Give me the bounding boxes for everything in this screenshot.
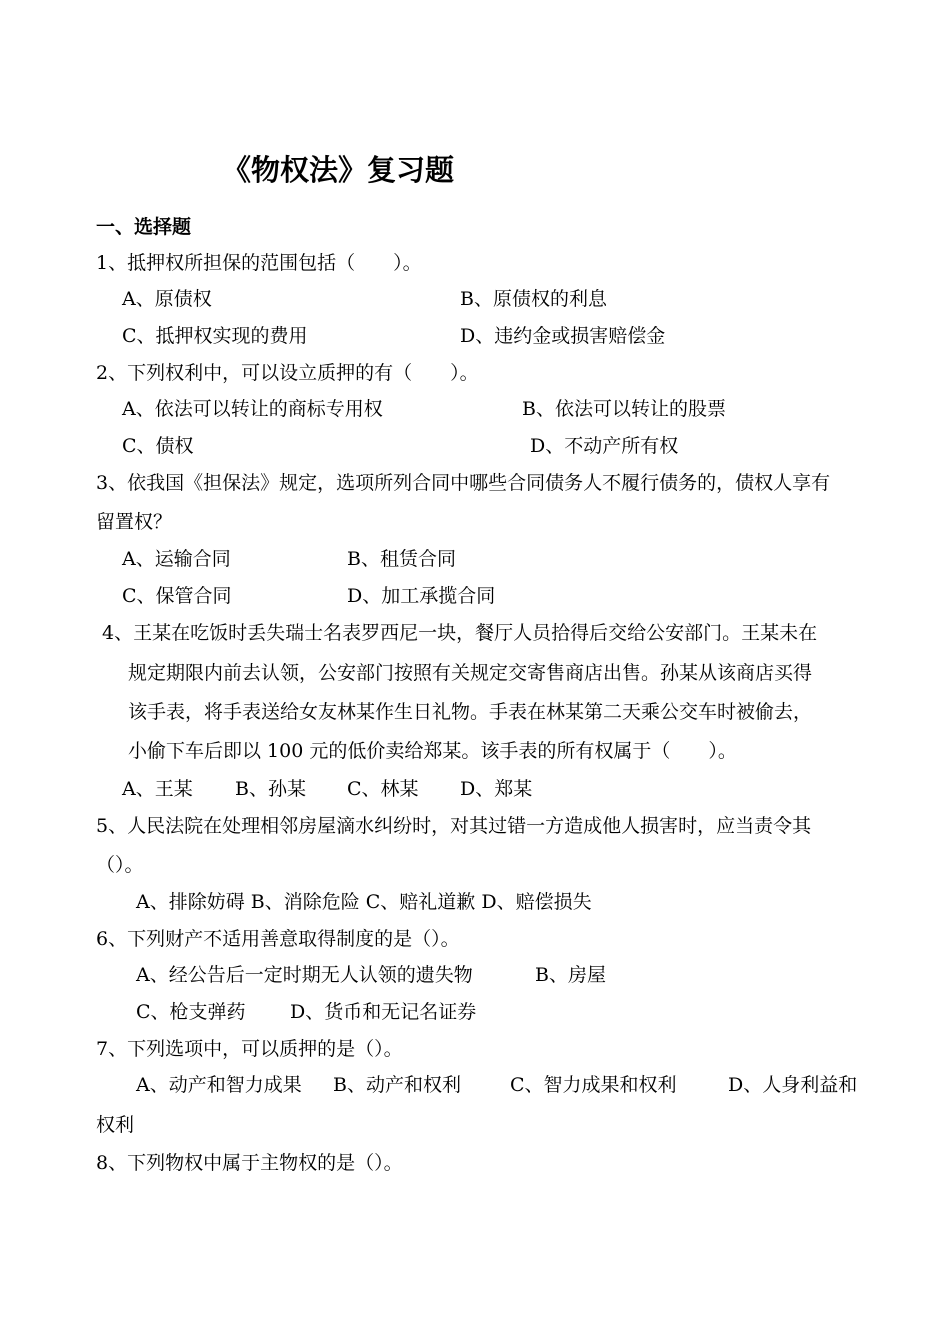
question-6-option-a: A、经公告后一定时期无人认领的遗失物 <box>136 964 473 986</box>
question-4-option-c: C、林某 <box>347 778 419 800</box>
question-3-stem-line-1: 3、依我国《担保法》规定，选项所列合同中哪些合同债务人不履行债务的，债权人享有 <box>96 472 831 494</box>
question-2-option-b: B、依法可以转让的股票 <box>522 398 726 420</box>
question-4-option-d: D、郑某 <box>460 778 533 800</box>
question-6-option-c: C、枪支弹药 <box>136 1001 246 1023</box>
question-6-option-d: D、货币和无记名证券 <box>290 1001 477 1023</box>
question-3-option-b: B、租赁合同 <box>347 548 456 570</box>
question-4-stem-line-3: 该手表，将手表送给女友林某作生日礼物。手表在林某第二天乘公交车时被偷去， <box>128 701 813 723</box>
question-5-stem-line-2: （）。 <box>96 854 144 876</box>
question-7-option-d: D、人身利益和 <box>728 1074 858 1096</box>
question-3-option-a: A、运输合同 <box>122 548 231 570</box>
question-3-stem-line-2: 留置权？ <box>96 511 173 533</box>
question-1-option-a: A、原债权 <box>122 288 212 310</box>
question-4-stem-line-2: 规定期限内前去认领，公安部门按照有关规定交寄售商店出售。孙某从该商店买得 <box>128 662 813 684</box>
question-1-option-d: D、违约金或损害赔偿金 <box>460 325 666 347</box>
question-6-option-b: B、房屋 <box>535 964 606 986</box>
question-3-option-d: D、加工承揽合同 <box>347 585 496 607</box>
question-4-option-b: B、孙某 <box>235 778 306 800</box>
question-1-option-c: C、抵押权实现的费用 <box>122 325 308 347</box>
question-7-option-a: A、动产和智力成果 <box>136 1074 302 1096</box>
question-7-stem: 7、下列选项中，可以质押的是（）。 <box>96 1038 403 1060</box>
question-4-stem-line-1: 4、王某在吃饭时丢失瑞士名表罗西尼一块，餐厅人员拾得后交给公安部门。王某未在 <box>102 622 818 644</box>
question-2-option-c: C、债权 <box>122 435 194 457</box>
question-7-option-c: C、智力成果和权利 <box>510 1074 677 1096</box>
question-4-stem-line-4: 小偷下车后即以 100 元的低价卖给郑某。该手表的所有权属于（ ）。 <box>128 740 737 762</box>
question-3-option-c: C、保管合同 <box>122 585 232 607</box>
question-2-option-a: A、依法可以转让的商标专用权 <box>122 398 383 420</box>
question-7-option-b: B、动产和权利 <box>333 1074 461 1096</box>
section-heading: 一、选择题 <box>96 216 192 238</box>
question-1-stem: 1、抵押权所担保的范围包括（ ）。 <box>96 252 422 274</box>
question-2-stem: 2、下列权利中，可以设立质押的有（ ）。 <box>96 362 479 384</box>
question-6-stem: 6、下列财产不适用善意取得制度的是（）。 <box>96 928 460 950</box>
question-2-option-d: D、不动产所有权 <box>530 435 679 457</box>
question-7-option-d-continued: 权利 <box>96 1114 135 1136</box>
question-8-stem: 8、下列物权中属于主物权的是（）。 <box>96 1152 403 1174</box>
question-5-options: A、排除妨碍 B、消除危险 C、赔礼道歉 D、赔偿损失 <box>136 891 592 913</box>
document-title: 《物权法》复习题 <box>222 153 455 187</box>
question-1-option-b: B、原债权的利息 <box>460 288 607 310</box>
question-4-option-a: A、王某 <box>122 778 193 800</box>
question-5-stem-line-1: 5、人民法院在处理相邻房屋滴水纠纷时，对其过错一方造成他人损害时，应当责令其 <box>96 815 812 837</box>
